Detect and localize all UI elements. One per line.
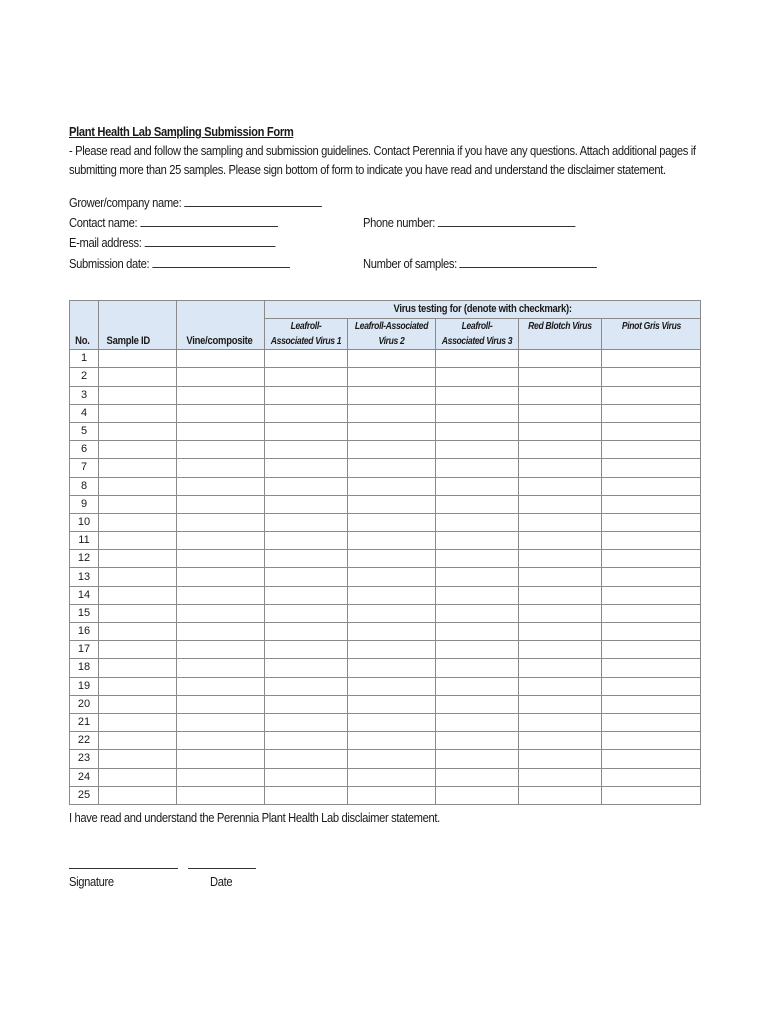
virus-checkmark-cell[interactable] [348,368,436,386]
vine-composite-cell[interactable] [177,386,265,404]
row-number: 16 [70,623,99,641]
row-number: 7 [70,459,99,477]
sample-id-cell[interactable] [99,513,177,531]
sample-id-cell[interactable] [99,659,177,677]
virus-checkmark-cell[interactable] [436,422,519,440]
virus-checkmark-cell[interactable] [519,422,602,440]
sample-id-cell[interactable] [99,404,177,422]
virus-checkmark-cell[interactable] [436,550,519,568]
virus-checkmark-cell[interactable] [348,495,436,513]
virus-checkmark-cell[interactable] [436,459,519,477]
virus-checkmark-cell[interactable] [348,768,436,786]
virus-checkmark-cell[interactable] [265,786,348,804]
table-row [70,623,701,641]
sample-id-cell[interactable] [99,495,177,513]
virus-checkmark-cell[interactable] [436,641,519,659]
virus-checkmark-cell[interactable] [265,768,348,786]
header-vine-label: Vine/composite [186,335,253,348]
virus-checkmark-cell[interactable] [519,786,602,804]
virus-checkmark-cell[interactable] [602,550,701,568]
virus-checkmark-cell[interactable] [348,532,436,550]
contact-fields [69,194,701,278]
vine-composite-cell[interactable] [177,550,265,568]
virus-column-header [348,319,436,350]
table-row [70,713,701,731]
virus-checkmark-cell[interactable] [265,586,348,604]
vine-composite-cell[interactable] [177,677,265,695]
vine-composite-cell[interactable] [177,459,265,477]
virus-checkmark-cell[interactable] [519,677,602,695]
vine-composite-cell[interactable] [177,768,265,786]
table-row [70,568,701,586]
virus-checkmark-cell[interactable] [348,459,436,477]
virus-checkmark-cell[interactable] [265,495,348,513]
virus-checkmark-cell[interactable] [436,495,519,513]
virus-checkmark-cell[interactable] [436,677,519,695]
row-number: 15 [70,604,99,622]
virus-checkmark-cell[interactable] [436,604,519,622]
virus-checkmark-cell[interactable] [436,441,519,459]
submission-date-label: Submission date: [69,256,150,271]
virus-checkmark-cell[interactable] [436,586,519,604]
table-row [70,586,701,604]
virus-column-header [519,319,602,350]
virus-checkmark-cell[interactable] [519,568,602,586]
virus-checkmark-cell[interactable] [436,513,519,531]
row-number: 9 [70,495,99,513]
submission-date-input-line[interactable] [152,255,290,268]
virus-checkmark-cell[interactable] [602,404,701,422]
virus-checkmark-cell[interactable] [519,441,602,459]
signature-line[interactable] [69,856,178,869]
virus-checkmark-cell[interactable] [348,550,436,568]
virus-checkmark-cell[interactable] [265,713,348,731]
virus-checkmark-cell[interactable] [265,550,348,568]
virus-checkmark-cell[interactable] [519,368,602,386]
sample-table [69,300,701,805]
vine-composite-cell[interactable] [177,568,265,586]
virus-checkmark-cell[interactable] [602,422,701,440]
virus-testing-header [265,301,701,319]
vine-composite-cell[interactable] [177,786,265,804]
virus-checkmark-cell[interactable] [348,422,436,440]
virus-checkmark-cell[interactable] [602,386,701,404]
row-number: 20 [70,695,99,713]
table-row [70,441,701,459]
virus-checkmark-cell[interactable] [602,768,701,786]
email-field[interactable] [69,234,275,250]
num-samples-label: Number of samples: [363,256,457,271]
table-row [70,368,701,386]
row-number: 8 [70,477,99,495]
table-row [70,641,701,659]
virus-checkmark-cell[interactable] [265,368,348,386]
row-number: 11 [70,532,99,550]
contact-field[interactable] [69,214,278,230]
virus-checkmark-cell[interactable] [602,368,701,386]
virus-checkmark-cell[interactable] [348,477,436,495]
email-input-line[interactable] [144,234,275,247]
date-label: Date [210,874,233,889]
virus-checkmark-cell[interactable] [519,732,602,750]
signature-label: Signature [69,874,114,889]
virus-checkmark-cell[interactable] [348,677,436,695]
disclaimer-statement: I have read and understand the Perennia Plant Health Lab disclaimer statement. [69,810,440,825]
table-row [70,750,701,768]
sample-id-cell[interactable] [99,623,177,641]
virus-checkmark-cell[interactable] [436,786,519,804]
virus-checkmark-cell[interactable] [436,623,519,641]
virus-column-label: Red Blotch Virus [528,321,592,333]
virus-checkmark-cell[interactable] [436,732,519,750]
form-header [69,124,701,278]
row-number: 21 [70,713,99,731]
virus-checkmark-cell[interactable] [265,659,348,677]
virus-checkmark-cell[interactable] [519,586,602,604]
sample-id-cell[interactable] [99,695,177,713]
virus-checkmark-cell[interactable] [519,532,602,550]
vine-composite-cell[interactable] [177,350,265,368]
vine-composite-cell[interactable] [177,713,265,731]
virus-checkmark-cell[interactable] [348,695,436,713]
row-number: 5 [70,422,99,440]
virus-checkmark-cell[interactable] [265,677,348,695]
virus-checkmark-cell[interactable] [348,750,436,768]
row-number: 13 [70,568,99,586]
virus-checkmark-cell[interactable] [519,550,602,568]
table-row [70,532,701,550]
vine-composite-cell[interactable] [177,532,265,550]
virus-checkmark-cell[interactable] [265,477,348,495]
row-number: 17 [70,641,99,659]
virus-checkmark-cell[interactable] [519,477,602,495]
sample-id-cell[interactable] [99,604,177,622]
row-number: 23 [70,750,99,768]
vine-composite-cell[interactable] [177,623,265,641]
header-no-cell [70,301,99,350]
virus-checkmark-cell[interactable] [519,713,602,731]
virus-checkmark-cell[interactable] [265,750,348,768]
form-instructions: - Please read and follow the sampling and submission guidelines. Contact Perennia if you have any questions. Attach additional pages if submitting more than 25 samples. Please sign bottom of form to indicate you have read and understand the disclaimer statement. [69,143,696,177]
sample-id-cell[interactable] [99,459,177,477]
virus-checkmark-cell[interactable] [348,623,436,641]
virus-checkmark-cell[interactable] [602,350,701,368]
contact-label: Contact name: [69,215,138,230]
virus-checkmark-cell[interactable] [602,532,701,550]
virus-checkmark-cell[interactable] [348,386,436,404]
virus-checkmark-cell[interactable] [265,422,348,440]
row-number: 24 [70,768,99,786]
virus-checkmark-cell[interactable] [602,732,701,750]
sample-id-cell[interactable] [99,422,177,440]
grower-input-line[interactable] [184,194,322,207]
virus-checkmark-cell[interactable] [519,604,602,622]
virus-checkmark-cell[interactable] [348,732,436,750]
virus-checkmark-cell[interactable] [265,459,348,477]
virus-column-header [436,319,519,350]
form-title: Plant Health Lab Sampling Submission Form [69,124,294,139]
virus-checkmark-cell[interactable] [265,568,348,586]
virus-column-label: Leafroll-Associated Virus 1 [270,321,342,348]
virus-checkmark-cell[interactable] [265,441,348,459]
virus-checkmark-cell[interactable] [436,386,519,404]
table-row [70,422,701,440]
virus-checkmark-cell[interactable] [348,713,436,731]
virus-checkmark-cell[interactable] [265,641,348,659]
virus-checkmark-cell[interactable] [265,604,348,622]
table-row [70,350,701,368]
table-row [70,550,701,568]
virus-checkmark-cell[interactable] [265,623,348,641]
virus-testing-header-text: Virus testing for (denote with checkmark): [393,303,572,316]
virus-checkmark-cell[interactable] [436,568,519,586]
grower-label: Grower/company name: [69,195,182,210]
sample-id-cell[interactable] [99,368,177,386]
vine-composite-cell[interactable] [177,695,265,713]
virus-checkmark-cell[interactable] [602,459,701,477]
vine-composite-cell[interactable] [177,441,265,459]
row-number: 18 [70,659,99,677]
vine-composite-cell[interactable] [177,750,265,768]
virus-checkmark-cell[interactable] [436,659,519,677]
table-row [70,404,701,422]
contact-input-line[interactable] [140,214,278,227]
sample-id-cell[interactable] [99,732,177,750]
virus-checkmark-cell[interactable] [265,732,348,750]
date-line[interactable] [188,856,256,869]
virus-checkmark-cell[interactable] [519,513,602,531]
phone-label: Phone number: [363,215,435,230]
virus-checkmark-cell[interactable] [519,404,602,422]
virus-checkmark-cell[interactable] [602,495,701,513]
row-number: 25 [70,786,99,804]
table-row [70,459,701,477]
sample-id-cell[interactable] [99,350,177,368]
vine-composite-cell[interactable] [177,513,265,531]
virus-checkmark-cell[interactable] [602,586,701,604]
virus-checkmark-cell[interactable] [602,713,701,731]
vine-composite-cell[interactable] [177,604,265,622]
header-sample-id-cell [99,301,177,350]
virus-checkmark-cell[interactable] [602,568,701,586]
virus-checkmark-cell[interactable] [519,768,602,786]
table-row [70,477,701,495]
virus-checkmark-cell[interactable] [265,404,348,422]
header-sample-id-label: Sample ID [106,335,150,348]
virus-checkmark-cell[interactable] [519,459,602,477]
virus-column-header [265,319,348,350]
table-row [70,677,701,695]
virus-checkmark-cell[interactable] [436,695,519,713]
virus-checkmark-cell[interactable] [602,441,701,459]
num-samples-field[interactable] [363,255,597,271]
virus-checkmark-cell[interactable] [265,532,348,550]
virus-checkmark-cell[interactable] [602,659,701,677]
virus-checkmark-cell[interactable] [436,350,519,368]
virus-checkmark-cell[interactable] [348,604,436,622]
vine-composite-cell[interactable] [177,422,265,440]
virus-column-header [602,319,701,350]
vine-composite-cell[interactable] [177,659,265,677]
virus-checkmark-cell[interactable] [348,786,436,804]
virus-checkmark-cell[interactable] [265,386,348,404]
vine-composite-cell[interactable] [177,368,265,386]
sample-id-cell[interactable] [99,441,177,459]
virus-checkmark-cell[interactable] [519,659,602,677]
vine-composite-cell[interactable] [177,495,265,513]
sample-id-cell[interactable] [99,550,177,568]
virus-checkmark-cell[interactable] [602,604,701,622]
sample-id-cell[interactable] [99,677,177,695]
header-no-label: No. [75,335,90,348]
num-samples-input-line[interactable] [460,255,598,268]
virus-column-label: Leafroll-Associated Virus 2 [354,321,429,348]
virus-checkmark-cell[interactable] [519,350,602,368]
row-number: 22 [70,732,99,750]
sample-id-cell[interactable] [99,568,177,586]
virus-checkmark-cell[interactable] [436,368,519,386]
virus-checkmark-cell[interactable] [519,386,602,404]
sample-id-cell[interactable] [99,750,177,768]
virus-checkmark-cell[interactable] [602,786,701,804]
virus-checkmark-cell[interactable] [436,713,519,731]
virus-checkmark-cell[interactable] [436,750,519,768]
virus-checkmark-cell[interactable] [348,441,436,459]
virus-checkmark-cell[interactable] [348,404,436,422]
header-vine-cell [177,301,265,350]
sample-id-cell[interactable] [99,768,177,786]
row-number: 10 [70,513,99,531]
virus-checkmark-cell[interactable] [602,623,701,641]
virus-checkmark-cell[interactable] [265,350,348,368]
vine-composite-cell[interactable] [177,641,265,659]
submission-date-field[interactable] [69,255,290,271]
virus-checkmark-cell[interactable] [602,477,701,495]
virus-checkmark-cell[interactable] [519,623,602,641]
virus-checkmark-cell[interactable] [348,586,436,604]
sample-id-cell[interactable] [99,532,177,550]
virus-checkmark-cell[interactable] [348,659,436,677]
row-number: 1 [70,350,99,368]
table-row [70,495,701,513]
virus-checkmark-cell[interactable] [519,641,602,659]
vine-composite-cell[interactable] [177,404,265,422]
sample-id-cell[interactable] [99,786,177,804]
virus-checkmark-cell[interactable] [519,695,602,713]
virus-checkmark-cell[interactable] [602,513,701,531]
row-number: 19 [70,677,99,695]
vine-composite-cell[interactable] [177,477,265,495]
row-number: 3 [70,386,99,404]
phone-field[interactable] [363,214,575,230]
virus-checkmark-cell[interactable] [436,768,519,786]
virus-checkmark-cell[interactable] [519,495,602,513]
phone-input-line[interactable] [438,214,576,227]
virus-checkmark-cell[interactable] [602,695,701,713]
virus-checkmark-cell[interactable] [602,750,701,768]
sample-id-cell[interactable] [99,641,177,659]
table-row [70,768,701,786]
vine-composite-cell[interactable] [177,732,265,750]
virus-checkmark-cell[interactable] [602,641,701,659]
table-row [70,604,701,622]
virus-checkmark-cell[interactable] [348,641,436,659]
virus-checkmark-cell[interactable] [436,532,519,550]
virus-column-label: Leafroll-Associated Virus 3 [441,321,513,348]
table-row [70,659,701,677]
sample-id-cell[interactable] [99,586,177,604]
grower-field[interactable] [69,194,322,210]
virus-checkmark-cell[interactable] [436,477,519,495]
row-number: 4 [70,404,99,422]
sample-id-cell[interactable] [99,386,177,404]
virus-checkmark-cell[interactable] [265,695,348,713]
row-number: 6 [70,441,99,459]
row-number: 2 [70,368,99,386]
table-row [70,786,701,804]
virus-checkmark-cell[interactable] [265,513,348,531]
virus-checkmark-cell[interactable] [348,513,436,531]
virus-checkmark-cell[interactable] [348,350,436,368]
virus-checkmark-cell[interactable] [436,404,519,422]
sample-id-cell[interactable] [99,713,177,731]
virus-column-label: Pinot Gris Virus [621,321,681,333]
row-number: 14 [70,586,99,604]
table-row [70,513,701,531]
vine-composite-cell[interactable] [177,586,265,604]
table-row [70,732,701,750]
virus-checkmark-cell[interactable] [348,568,436,586]
virus-checkmark-cell[interactable] [519,750,602,768]
email-label: E-mail address: [69,235,142,250]
virus-checkmark-cell[interactable] [602,677,701,695]
table-row [70,695,701,713]
sample-id-cell[interactable] [99,477,177,495]
table-row [70,386,701,404]
row-number: 12 [70,550,99,568]
